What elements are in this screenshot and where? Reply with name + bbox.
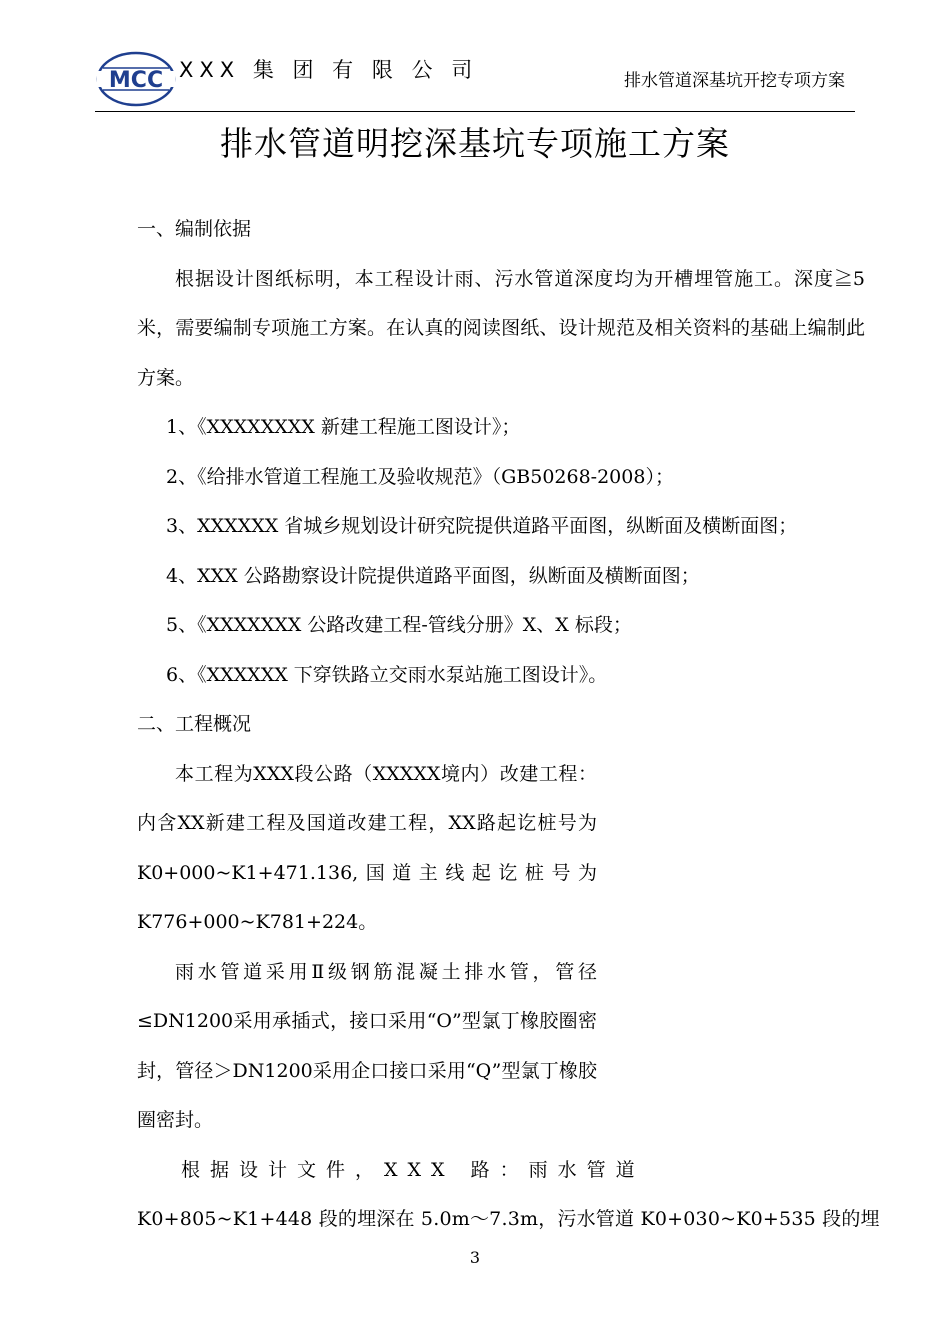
document-title: 排水管道明挖深基坑专项施工方案 [220, 124, 730, 163]
reference-item: 2、《给排水管道工程施工及验收规范》（GB50268-2008）； [166, 465, 674, 488]
logo-text: MCC [108, 68, 164, 93]
depth-paragraph-line-1: 根据设计文件，XXX 路：雨水管道 [181, 1158, 645, 1181]
basis-paragraph: 根据设计图纸标明，本工程设计雨、污水管道深度均为开槽埋管施工。深度≧5米，需要编制专项施工方案。在认真的阅读图纸、设计规范及相关资料的基础上编制此方案。 [137, 267, 865, 389]
reference-item: 5、《XXXXXXX 公路改建工程-管线分册》X、X 标段； [166, 614, 632, 636]
document-body [137, 205, 880, 1245]
reference-item: 1、《XXXXXXXX 新建工程施工图设计》； [166, 416, 521, 438]
reference-item: 4、XXX 公路勘察设计院提供道路平面图，纵断面及横断面图； [166, 564, 700, 587]
page-number: 3 [469, 1248, 481, 1267]
header-subject: 排水管道深基坑开挖专项方案 [624, 71, 845, 91]
overview-paragraph: 本工程为XXX段公路（XXXXX境内）改建工程：内含XX新建工程及国道改建工程，XX路起讫桩号为 K0+000~K1+471.136,国道主线起讫桩号为K776+000~K781+224。 [137, 762, 597, 933]
section-heading-overview: 二、工程概况 [137, 713, 252, 735]
header-divider [95, 111, 855, 112]
page-header [95, 48, 855, 112]
depth-paragraph-line-2: K0+805~K1+448 段的埋深在 5.0m～7.3m，污水管道 K0+030~K0+535 段的埋 [137, 1208, 880, 1230]
mcc-logo [95, 50, 177, 108]
reference-item: 3、XXXXXX 省城乡规划设计研究院提供道路平面图，纵断面及横断面图； [166, 515, 798, 537]
drainage-pipe-paragraph: 雨水管道采用Ⅱ级钢筋混凝土排水管，管径≤DN1200采用承插式，接口采用“O”型氯丁橡胶圈密封，管径＞DN1200采用企口接口采用“Q”型氯丁橡胶圈密封。 [137, 960, 597, 1131]
section-heading-basis: 一、编制依据 [137, 218, 252, 240]
company-name: XXX 集 团 有 限 公 司 [179, 58, 479, 82]
reference-item: 6、《XXXXXX 下穿铁路立交雨水泵站施工图设计》。 [166, 663, 608, 686]
